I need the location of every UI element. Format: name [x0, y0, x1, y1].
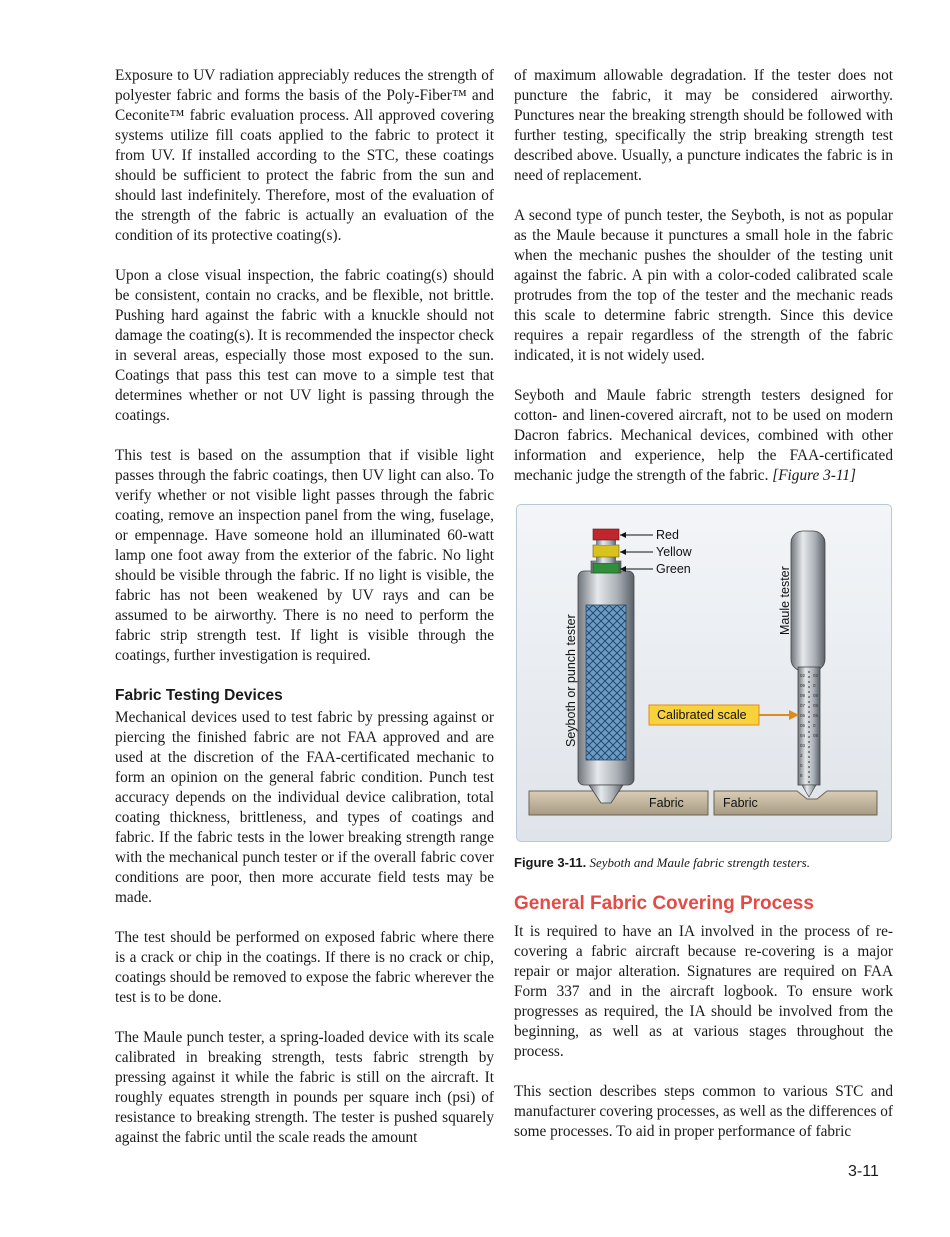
maule-scale-left-tick: 02: [800, 673, 806, 678]
maule-scale-left-tick: 06: [800, 713, 806, 718]
pin-yellow: [593, 545, 619, 557]
body-paragraph: The test should be performed on exposed fabric where there is a crack or chip in the coatings. If there is no crack or chip, coatings should be removed to expose the fabric wherever the test is to be done.: [115, 929, 494, 1006]
body-paragraph: A second type of punch tester, the Seyboth, is not as popular as the Maule because it punctures a small hole in the fabric when the mechanic pushes the shoulder of the testing unit against the fabric. A pin with a color-coded calibrated scale protrudes from the top of the tester and the mechanic reads this scale to determine fabric strength. Since this device requires a repair regardless of the strength of the fabric indicated, it is not widely used.: [514, 207, 893, 364]
paragraph-text: Seyboth and Maule fabric strength testers designed for cotton- and linen-covered aircraft, not to be used on modern Dacron fabrics. Mechanical devices, combined with other information and experience, help the FAA-certificated mechanic judge the strength of the fabric.: [514, 387, 893, 484]
right-column: [514, 66, 893, 1162]
page-number: 3-11: [848, 1163, 879, 1180]
label-fabric-right: Fabric: [723, 796, 758, 810]
label-seyboth: Seyboth or punch tester: [564, 614, 578, 747]
maule-scale-left-tick: 07: [800, 703, 806, 708]
maule-scale-left-tick: 2: [800, 753, 803, 758]
label-yellow: Yellow: [656, 545, 692, 559]
pin-red: [593, 529, 619, 540]
body-paragraph: The Maule punch tester, a spring-loaded device with its scale calibrated in breaking strength, tests fabric strength by pressing against it while the fabric is still on the aircraft. It roughly equates strength in pounds per square inch (psi) of resistance to breaking strength. The tester is pushed squarely against the fabric until the scale reads the amount: [115, 1029, 494, 1146]
body-paragraph: This test is based on the assumption that if visible light passes through the fabric coatings, then UV light can also. To verify whether or not visible light passes through the fabric coating, remove an inspection panel from the wing, fuselage, or empennage. Have someone hold an illuminated 60-watt lamp one foot away from the exterior of the fabric. No light should be visible through the fabric. If no light is visible, the fabric has not been weakened by UV rays and can be assumed to be airworthy. There is no need to perform the fabric strip strength test. If light is visible through the coatings, further investigation is required.: [115, 447, 494, 664]
body-paragraph: It is required to have an IA involved in the process of re-covering a fabric aircraft because re-covering is a major repair or major alteration. Signatures are required on FAA Form 337 and in the aircraft logbook. To ensure work progresses as required, the IA should be involved from the beginning, as well as at various stages throughout the process.: [514, 923, 893, 1060]
tester-illustration: [517, 505, 891, 841]
maule-scale-right-tick: 0: [813, 683, 816, 688]
figure-caption: [514, 854, 893, 872]
maule-scale-left-tick: 04: [800, 733, 806, 738]
body-paragraph: Upon a close visual inspection, the fabric coating(s) should be consistent, contain no cracks, and be flexible, not brittle. Pushing hard against the fabric with a knuckle should not damage the coating(s). It is recommended the inspector check in several areas, especially those most exposed to the sun. Coatings that pass this test can move to a simple test that determines whether or not UV light is passing through the coatings.: [115, 267, 494, 424]
section-heading-fabric-testing-devices: Fabric Testing Devices: [115, 687, 283, 704]
pin-green: [593, 563, 619, 573]
body-paragraph: This section describes steps common to various STC and manufacturer covering processes, as well as the differences of some processes. To aid in proper performance of fabric: [514, 1083, 894, 1140]
maule-scale-left-tick: 08: [800, 693, 806, 698]
body-paragraph-with-figure-ref: [514, 386, 893, 486]
maule-scale-left-tick: 8: [800, 773, 803, 778]
caption-text: Seyboth and Maule fabric strength testers.: [589, 855, 810, 870]
seyboth-mesh-grip: [586, 605, 626, 760]
body-paragraph: Mechanical devices used to test fabric by pressing against or piercing the finished fabric are not FAA approved and are used at the discretion of the FAA-certificated mechanic to form an opinion on the general fabric condition. Punch test accuracy depends on the individual device calibration, total coating thickness, brittleness, and types of coatings and fabric. If the fabric tests in the lower breaking strength range with the mechanical punch tester or if the overall fabric cover conditions are poor, then more accurate field tests may be made.: [115, 709, 494, 906]
body-paragraph: of maximum allowable degradation. If the tester does not puncture the fabric, it may be considered airworthy. Punctures near the breaking strength should be followed with further testing, specifically the strip breaking strength test described above. Usually, a puncture indicates the fabric is in need of replacement.: [514, 67, 893, 184]
label-red: Red: [656, 528, 679, 542]
maule-scale-right-tick: 08: [813, 703, 819, 708]
label-fabric-left: Fabric: [649, 796, 684, 810]
maule-scale-left-tick: 03: [800, 743, 806, 748]
figure-reference: [Figure 3-11]: [772, 467, 856, 484]
section-heading-general-fabric-covering-process: General Fabric Covering Process: [514, 893, 814, 914]
label-green: Green: [656, 562, 691, 576]
maule-scale-right-tick: 08: [813, 733, 819, 738]
body-paragraph: Exposure to UV radiation appreciably reduces the strength of polyester fabric and forms the basis of the Poly-Fiber™ and Ceconite™ fabric evaluation process. All approved covering systems utilize fill coats applied to the fabric to protect it from UV. If installed according to the STC, these coatings should be sufficient to protect the fabric from the sun and should last indefinitely. Therefore, most of the evaluation of the strength of the fabric is actually an evaluation of the condition of its protective coating(s).: [115, 67, 494, 244]
maule-scale-left-tick: 05: [800, 723, 806, 728]
maule-scale-right-tick: 08: [813, 713, 819, 718]
caption-number: Figure 3-11.: [514, 855, 587, 870]
left-column: [115, 66, 494, 1168]
maule-scale-right-tick: 08: [813, 693, 819, 698]
figure-3-11: [516, 504, 892, 842]
maule-scale-right-tick: 02: [813, 673, 819, 678]
label-calibrated-scale: Calibrated scale: [657, 708, 747, 722]
maule-scale-left-tick: 09: [800, 683, 806, 688]
maule-scale-left-tick: 0: [800, 763, 803, 768]
label-maule: Maule tester: [778, 566, 792, 635]
maule-scale-right-tick: 0: [813, 723, 816, 728]
maule-body: [791, 531, 825, 671]
